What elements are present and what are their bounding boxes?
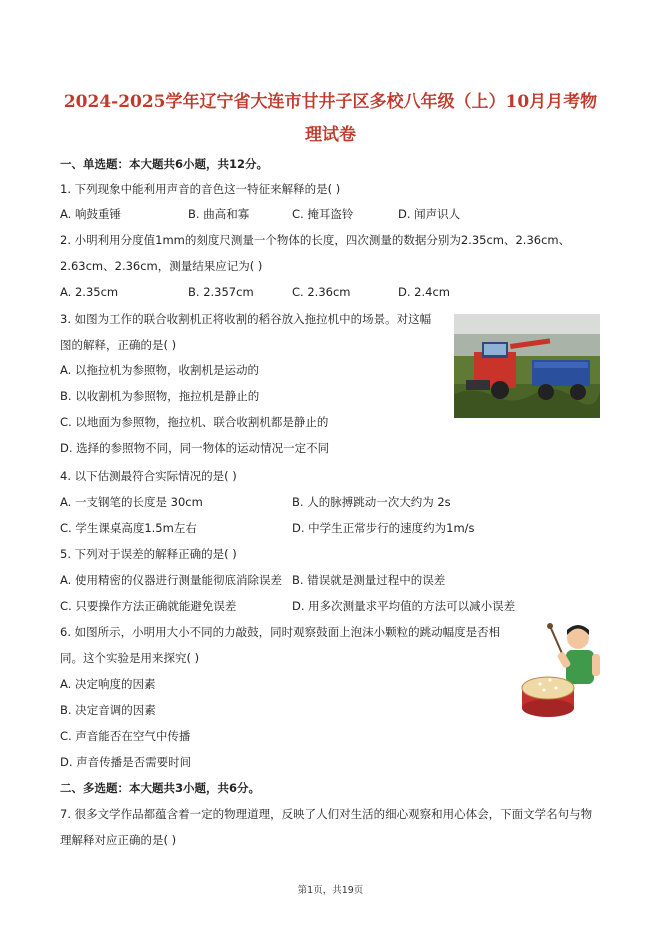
q2-stem-line2: 2.63cm、2.36cm，测量结果应记为( ) bbox=[60, 259, 263, 273]
q5-option-c: C. 只要操作方法正确就能避免误差 bbox=[60, 599, 237, 613]
drum-illustration bbox=[520, 618, 610, 720]
q5-option-b: B. 错误就是测量过程中的误差 bbox=[292, 573, 446, 587]
q4-option-b: B. 人的脉搏跳动一次大约为 2s bbox=[292, 495, 451, 509]
q1-option-a: A. 响鼓重锤 bbox=[60, 207, 121, 221]
q1-option-b: B. 曲高和寡 bbox=[188, 207, 250, 221]
page-footer: 第1页，共19页 bbox=[297, 885, 364, 896]
title-line-1: 2024-2025学年辽宁省大连市甘井子区多校八年级（上）10月月考物 bbox=[63, 92, 598, 112]
q5-stem: 5. 下列对于误差的解释正确的是( ) bbox=[60, 547, 237, 561]
q3-option-a: A. 以拖拉机为参照物，收割机是运动的 bbox=[60, 363, 259, 377]
q1-stem: 1. 下列现象中能利用声音的音色这一特征来解释的是( ) bbox=[60, 182, 341, 196]
q2-option-d: D. 2.4cm bbox=[398, 285, 450, 299]
q6-stem-line2: 同。这个实验是用来探究( ) bbox=[60, 651, 200, 665]
q3-stem-line2: 图的解释，正确的是( ) bbox=[60, 338, 177, 352]
q6-option-c: C. 声音能否在空气中传播 bbox=[60, 729, 191, 743]
q1-option-c: C. 掩耳盗铃 bbox=[292, 207, 354, 221]
q6-option-d: D. 声音传播是否需要时间 bbox=[60, 755, 192, 769]
q7-stem-line1: 7. 很多文学作品都蕴含着一定的物理道理，反映了人们对生活的细心观察和用心体会，下面文学名句与物 bbox=[60, 807, 593, 821]
q3-option-d: D. 选择的参照物不同，同一物体的运动情况一定不同 bbox=[60, 441, 330, 455]
q4-option-d: D. 中学生正常步行的速度约为1m/s bbox=[292, 521, 475, 535]
q3-option-c: C. 以地面为参照物，拖拉机、联合收割机都是静止的 bbox=[60, 415, 329, 429]
q3-option-b: B. 以收割机为参照物，拖拉机是静止的 bbox=[60, 389, 260, 403]
q6-option-a: A. 决定响度的因素 bbox=[60, 677, 156, 691]
q5-option-a: A. 使用精密的仪器进行测量能彻底消除误差 bbox=[60, 573, 282, 587]
q4-option-c: C. 学生课桌高度1.5m左右 bbox=[60, 521, 197, 535]
harvester-illustration bbox=[454, 314, 600, 418]
section-1-heading: 一、单选题：本大题共6小题，共12分。 bbox=[60, 157, 269, 171]
q6-stem-line1: 6. 如图所示，小明用大小不同的力敲鼓，同时观察鼓面上泡沫小颗粒的跳动幅度是否相 bbox=[60, 625, 501, 639]
title-line-2: 理试卷 bbox=[305, 125, 356, 145]
section-2-heading: 二、多选题：本大题共3小题，共6分。 bbox=[60, 781, 261, 795]
q2-option-b: B. 2.357cm bbox=[188, 285, 254, 299]
harvester-image bbox=[454, 314, 600, 418]
drum-image bbox=[520, 618, 610, 720]
q2-stem-line1: 2. 小明利用分度值1mm的刻度尺测量一个物体的长度，四次测量的数据分别为2.35cm、2.36cm、 bbox=[60, 233, 571, 247]
q1-option-d: D. 闻声识人 bbox=[398, 207, 461, 221]
q4-stem: 4. 以下估测最符合实际情况的是( ) bbox=[60, 469, 237, 483]
q3-stem-line1: 3. 如图为工作的联合收割机正将收割的稻谷放入拖拉机中的场景。对这幅 bbox=[60, 312, 432, 326]
q6-option-b: B. 决定音调的因素 bbox=[60, 703, 156, 717]
q5-option-d: D. 用多次测量求平均值的方法可以减小误差 bbox=[292, 599, 516, 613]
q4-option-a: A. 一支钢笔的长度是 30cm bbox=[60, 495, 203, 509]
q2-option-c: C. 2.36cm bbox=[292, 285, 351, 299]
q2-option-a: A. 2.35cm bbox=[60, 285, 119, 299]
q7-stem-line2: 理解释对应正确的是( ) bbox=[60, 833, 177, 847]
paper-title bbox=[40, 86, 621, 152]
